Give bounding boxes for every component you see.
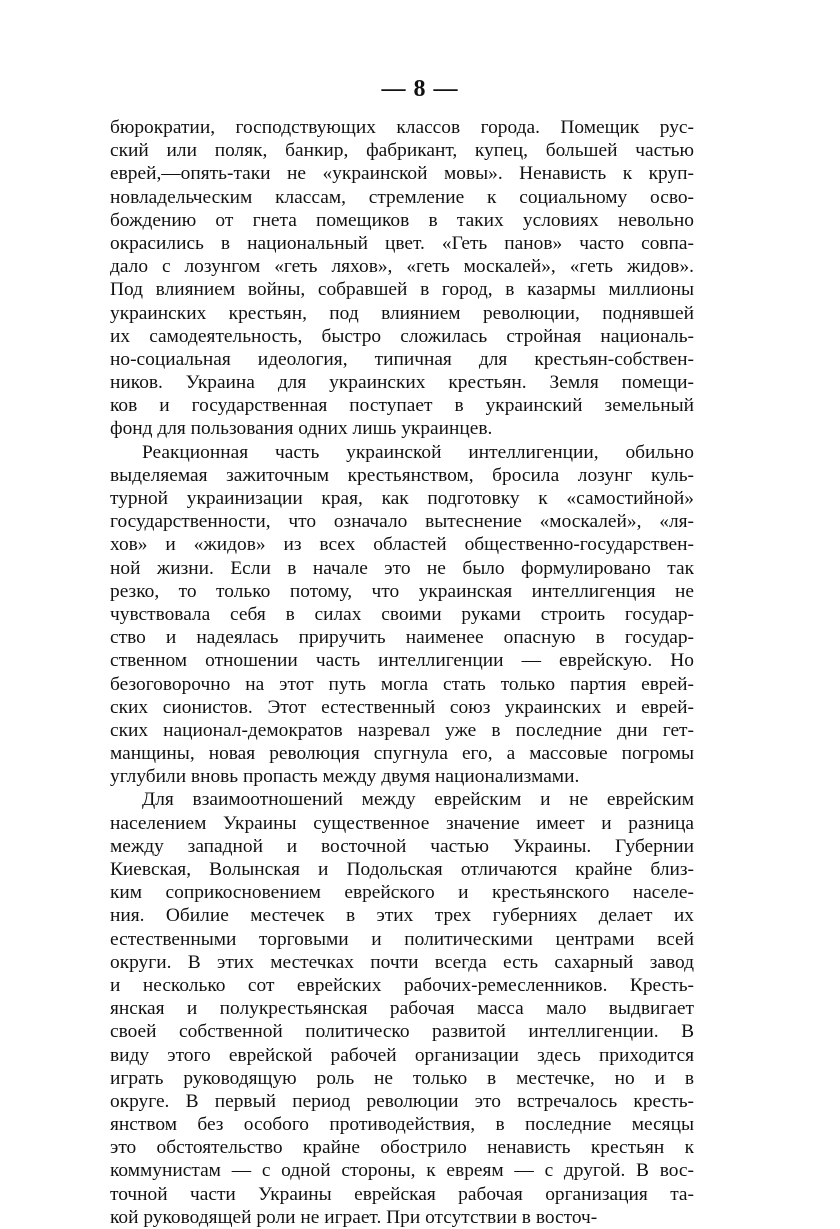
text-line: естественными торговыми и политическими центрами всей	[110, 928, 694, 950]
body-text	[110, 116, 694, 1229]
text-line: это обстоятельство крайне обострило ненависть крестьян к	[110, 1137, 694, 1159]
text-line: ников. Украина для украинских крестьян. Земля помещи-	[110, 372, 694, 394]
text-line: государственности, что означало вытеснение «москалей», «ля-	[110, 511, 694, 533]
text-line: Под влиянием войны, собравшей в город, в казармы миллионы	[110, 279, 694, 301]
text-line: Киевская, Волынская и Подольская отличаются крайне близ-	[110, 859, 694, 880]
text-line: ский или поляк, банкир, фабрикант, купец, большей частью	[110, 140, 694, 162]
paragraph	[110, 441, 694, 789]
text-line: ских национал-демократов назревал уже в последние дни гет-	[110, 719, 694, 741]
text-line: манщины, новая революция спугнула его, а массовые погромы	[110, 743, 694, 765]
text-line: ной жизни. Если в начале это не было формулировано так	[110, 557, 694, 579]
text-line: бюрократии, господствующих классов города. Помещик рус-	[110, 117, 694, 138]
text-line: ния. Обилие местечек в этих трех губерниях делает их	[110, 905, 694, 927]
text-line: населением Украины существенное значение имеет и разница	[110, 812, 694, 834]
text-line: чувствовала себя в силах своими руками строить государ-	[110, 603, 694, 625]
text-line: ким соприкосновением еврейского и крестьянского населе-	[110, 882, 694, 904]
text-line: округе. В первый период революции это встречалось кресть-	[110, 1090, 694, 1112]
text-line: округи. В этих местечках почти всегда есть сахарный завод	[110, 951, 694, 973]
paragraph	[110, 116, 694, 441]
text-line: резко, то только потому, что украинская интеллигенция не	[110, 580, 694, 602]
text-line: углубили вновь пропасть между двумя национализмами.	[110, 766, 580, 788]
text-line: играть руководящую роль не только в местечке, но и в	[110, 1067, 694, 1089]
text-line: Для взаимоотношений между еврейским и не еврейским	[142, 789, 694, 811]
text-line: точной части Украины еврейская рабочая организация та-	[110, 1183, 694, 1205]
text-line: янством без особого противодействия, в последние месяцы	[110, 1114, 694, 1136]
text-line: янская и полукрестьянская рабочая масса мало выдвигает	[110, 998, 694, 1020]
text-line: безоговорочно на этот путь могла стать только партия еврей-	[110, 673, 694, 695]
text-line: хов» и «жидов» из всех областей общественно-государствен-	[110, 534, 694, 556]
text-line: коммунистам — с одной стороны, к евреям — с другой. В вос-	[110, 1160, 694, 1182]
text-line: ство и надеялась приручить наименее опасную в государ-	[110, 627, 694, 649]
text-line: и несколько сот еврейских рабочих-ремесленников. Кресть-	[110, 974, 694, 996]
text-line: ских сионистов. Этот естественный союз украинских и еврей-	[110, 696, 694, 718]
text-line: их самодеятельность, быстро сложилась стройная националь-	[110, 325, 694, 347]
text-line: кой руководящей роли не играет. При отсутствии в восточ-	[110, 1206, 598, 1228]
text-line: ков и государственная поступает в украинский земельный	[110, 395, 694, 417]
text-line: но-социальная идеология, типичная для крестьян-собствен-	[110, 348, 694, 370]
text-line: Реакционная часть украинской интеллигенции, обильно	[142, 441, 694, 463]
page-number: — 8 —	[381, 76, 459, 102]
text-line: ственном отношении часть интеллигенции — еврейскую. Но	[110, 650, 694, 672]
text-line: турной украинизации края, как подготовку к «самостийной»	[110, 488, 694, 509]
text-line: бождению от гнета помещиков в таких условиях невольно	[110, 209, 694, 231]
text-line: еврей,—опять-таки не «украинской мовы». Ненависть к круп-	[110, 163, 694, 185]
text-line: своей собственной политическо развитой интеллигенции. В	[110, 1021, 694, 1043]
text-line: украинских крестьян, под влиянием революции, поднявшей	[110, 302, 694, 324]
paragraph	[110, 788, 694, 1229]
text-line: между западной и восточной частью Украины. Губернии	[110, 835, 694, 857]
text-line: новладельческим классам, стремление к социальному осво-	[110, 186, 694, 208]
text-line: фонд для пользования одних лишь украинцев.	[110, 418, 493, 440]
text-line: дало с лозунгом «геть ляхов», «геть москалей», «геть жидов».	[110, 256, 694, 278]
text-line: окрасились в национальный цвет. «Геть панов» часто совпа-	[110, 232, 694, 254]
text-line: виду этого еврейской рабочей организации здесь приходится	[110, 1044, 694, 1066]
text-line: выделяемая зажиточным крестьянством, бросила лозунг куль-	[110, 464, 694, 486]
